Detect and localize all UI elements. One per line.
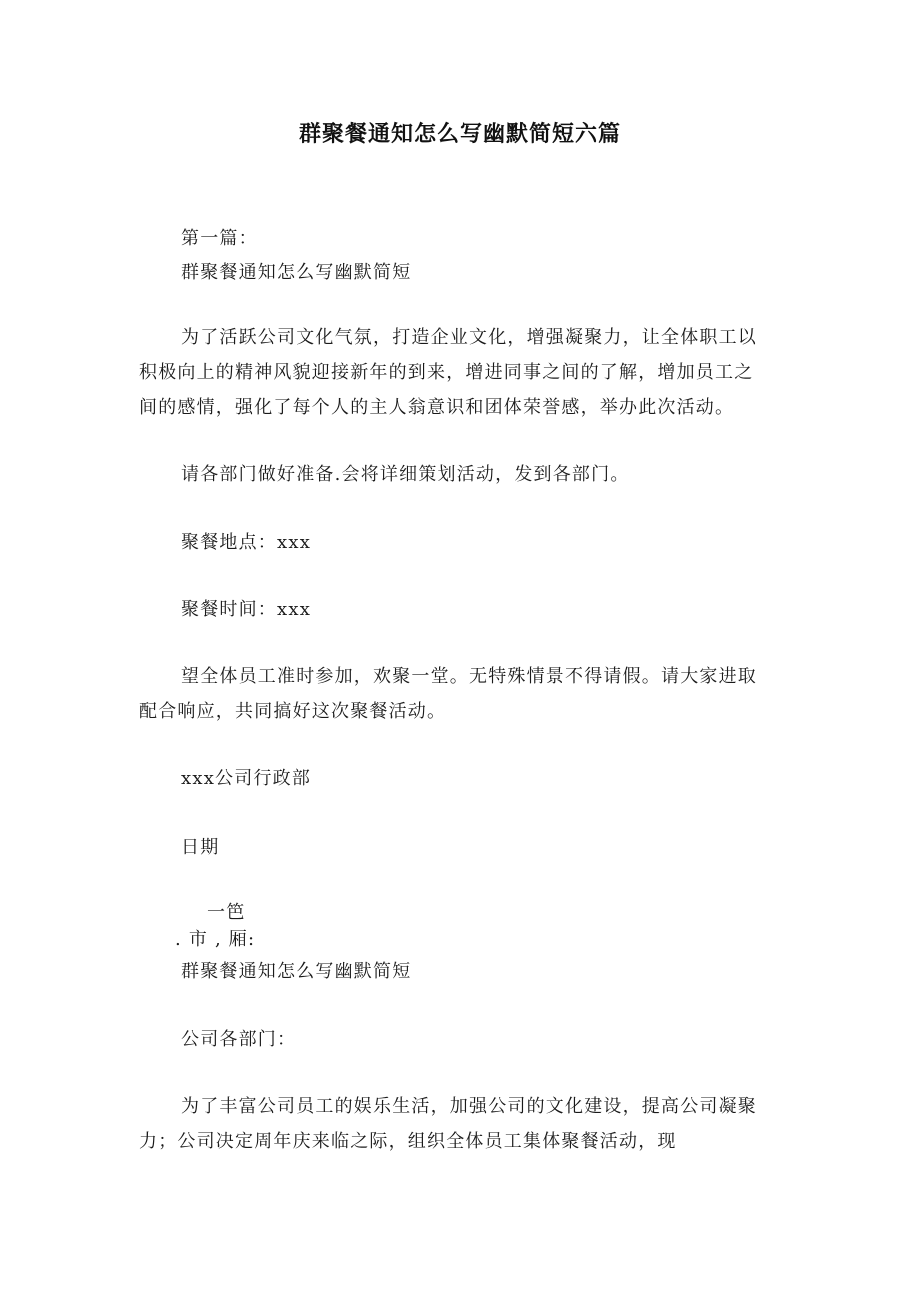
dinner-time: 聚餐时间：xxx [181, 599, 312, 620]
part1-para1-line3: 间的感情，强化了每个人的主人翁意识和团体荣誉感，举办此次活动。 [139, 397, 735, 418]
part1-para1-line1: 为了活跃公司文化气氛，打造企业文化，增强凝聚力，让全体职工以 [181, 327, 757, 348]
part1-para2: 请各部门做好准备.会将详细策划活动，发到各部门。 [181, 464, 630, 485]
part1-para3-line2: 配合响应，共同搞好这次聚餐活动。 [139, 701, 447, 722]
dinner-location: 聚餐地点：xxx [181, 532, 312, 553]
part2-heading-line2: . 市 , 厢: [175, 929, 256, 950]
document-title: 群聚餐通知怎么写幽默简短六篇 [298, 122, 621, 147]
part1-subtitle: 群聚餐通知怎么写幽默简短 [181, 262, 412, 283]
part1-para3-line1: 望全体员工准时参加，欢聚一堂。无特殊情景不得请假。请大家进取 [181, 666, 757, 687]
greeting: 公司各部门： [181, 1029, 297, 1050]
part2-para1-line1: 为了丰富公司员工的娱乐生活，加强公司的文化建设，提高公司凝聚 [181, 1096, 757, 1117]
part1-heading: 第一篇： [181, 228, 258, 249]
date-label: 日期 [181, 837, 220, 858]
part2-subtitle: 群聚餐通知怎么写幽默简短 [181, 961, 412, 982]
signature: xxx公司行政部 [181, 768, 312, 789]
part2-para1-line2: 力；公司决定周年庆来临之际，组织全体员工集体聚餐活动，现 [139, 1131, 677, 1152]
part2-heading-line1: 一笆 [207, 902, 246, 923]
part1-para1-line2: 积极向上的精神风貌迎接新年的到来，增进同事之间的了解，增加员工之 [139, 362, 754, 383]
